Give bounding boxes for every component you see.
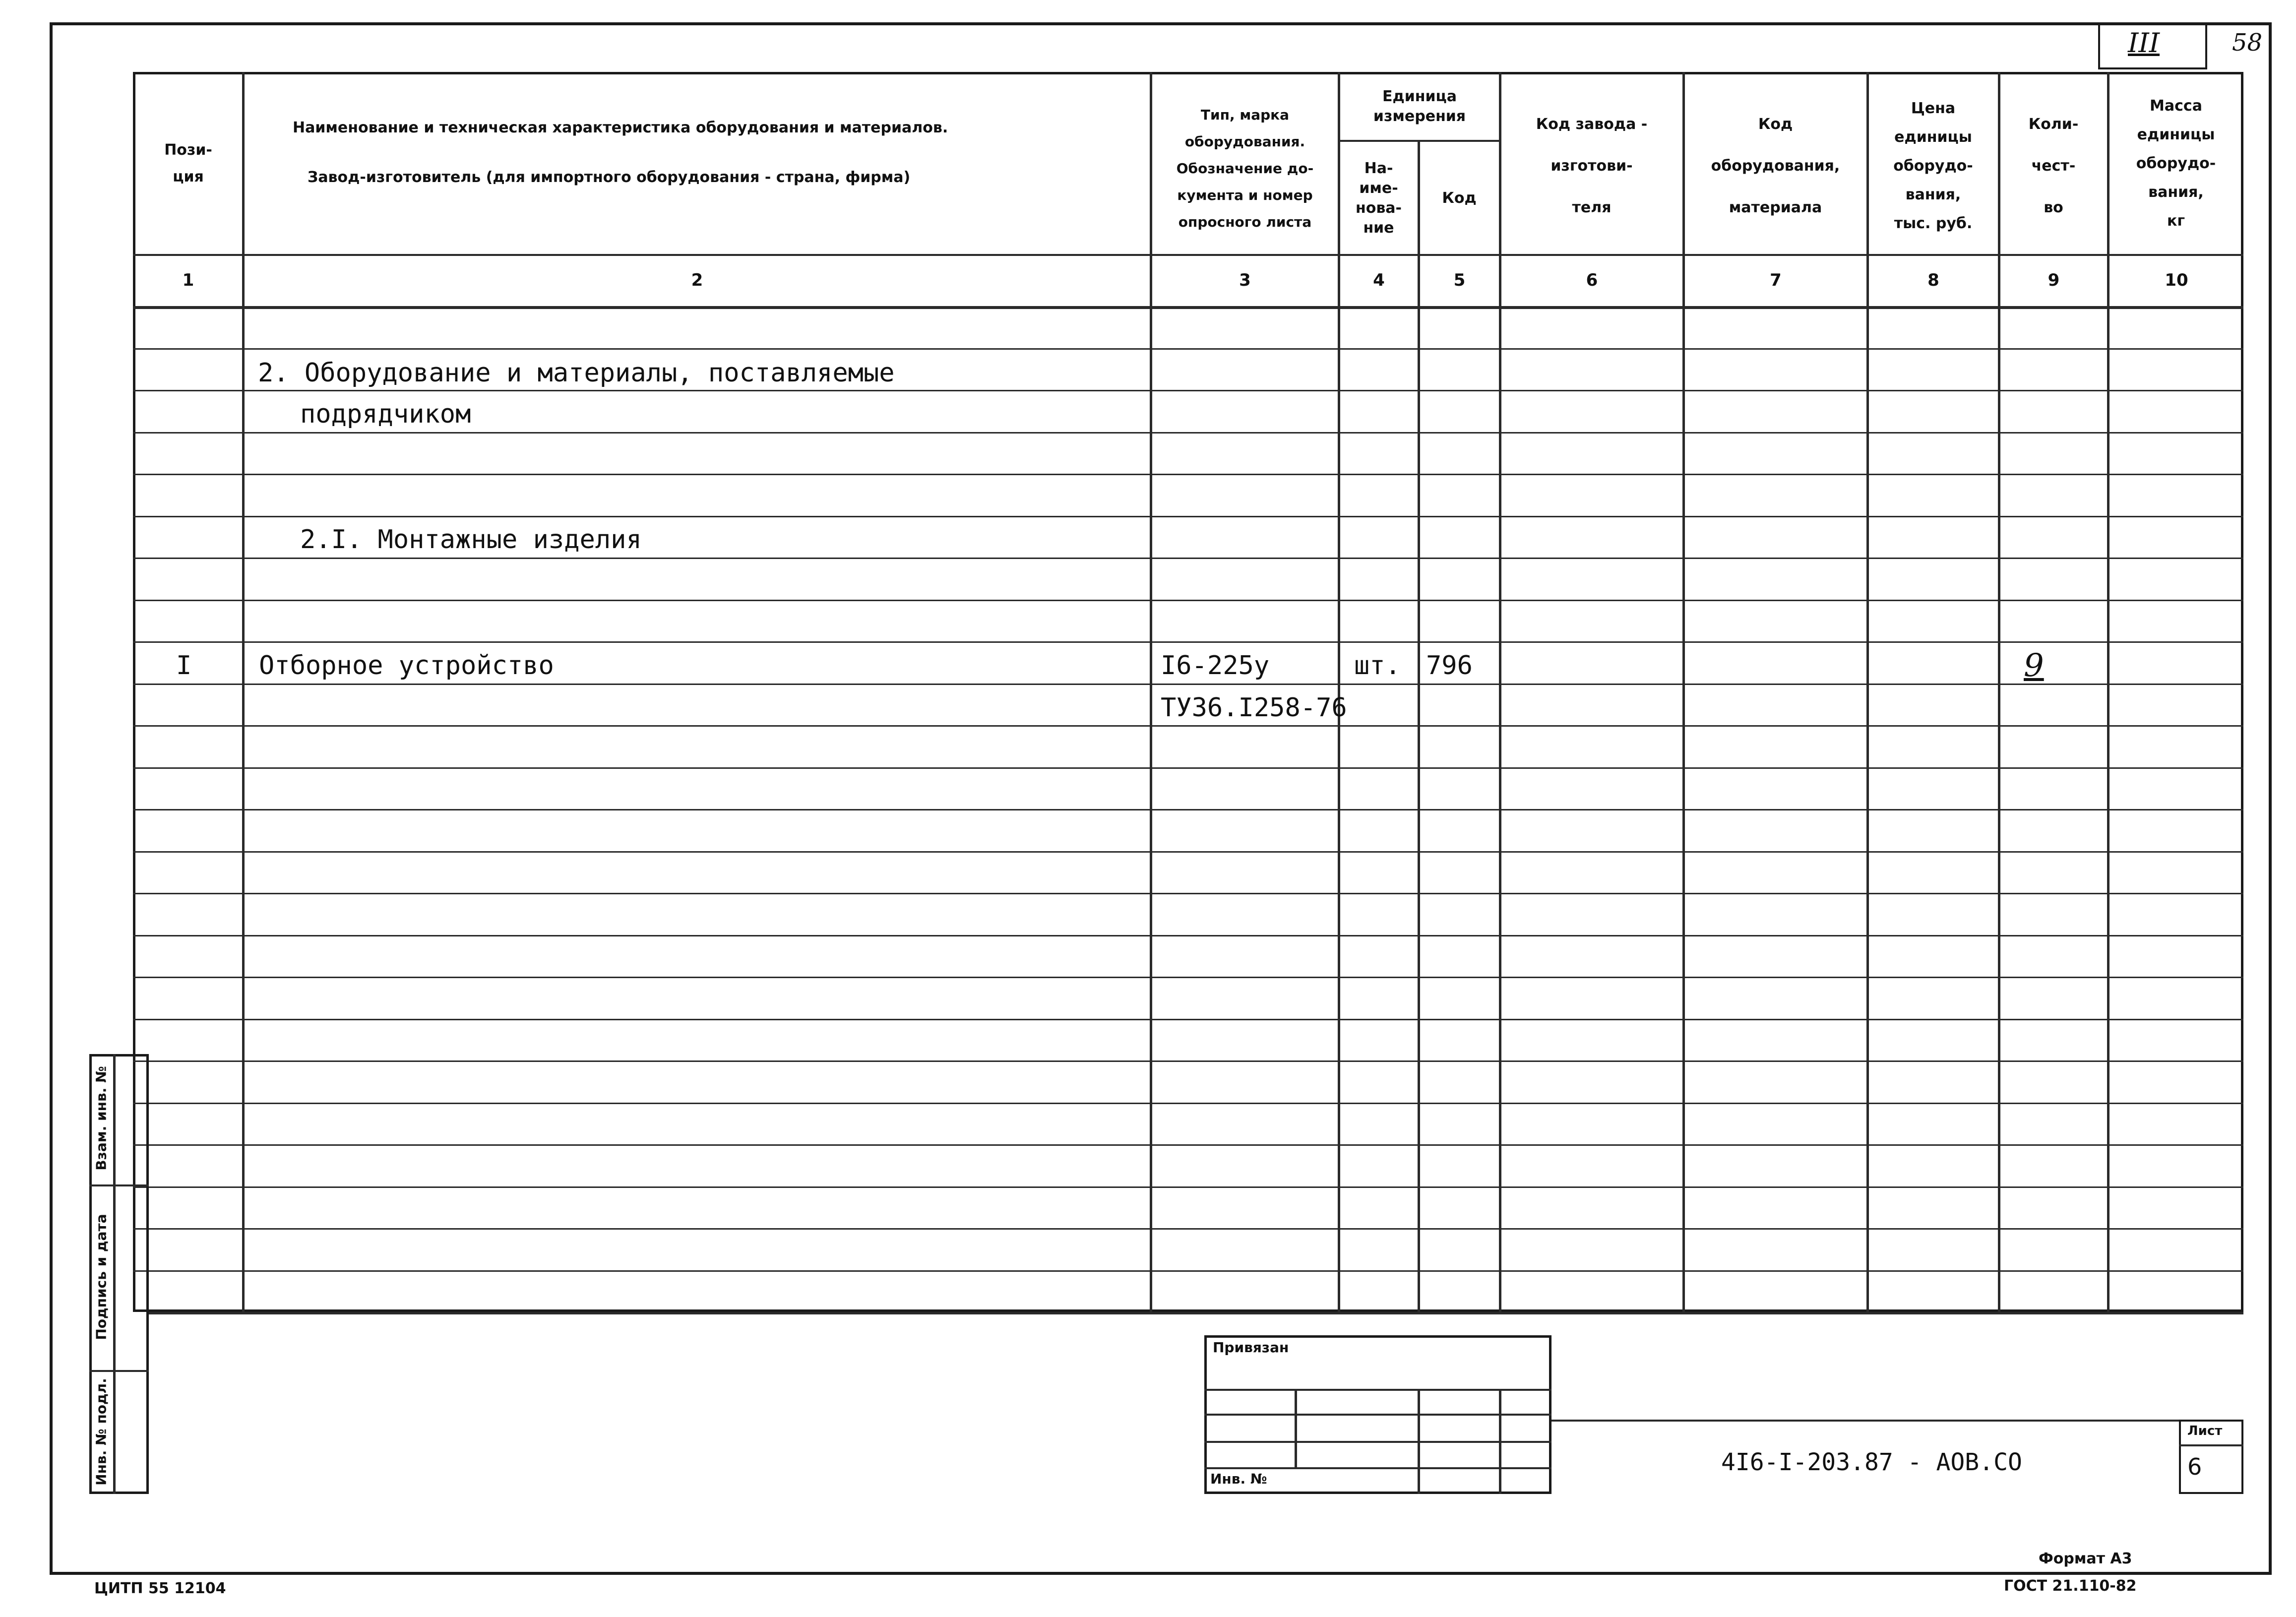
table-row-line [133, 767, 2243, 769]
sheet-label: Лист [2187, 1424, 2223, 1438]
item-type-line2: ТУ36.I258-76 [1161, 693, 1347, 723]
table-row-line [133, 1270, 2243, 1272]
table-row-line [133, 851, 2243, 853]
header-manufacturer-code: Код завода - изготови- теля [1536, 116, 1648, 216]
table-row-line [133, 390, 2243, 391]
page-number: 58 [2232, 29, 2263, 57]
side-stamp-signature: Подпись и дата [93, 1214, 110, 1340]
item-unit-name: шт. [1354, 651, 1401, 681]
table-row-line [133, 809, 2243, 810]
privyazan-label: Привязан [1213, 1339, 1289, 1356]
col-line-1 [242, 72, 245, 1312]
item-unit-code: 796 [1426, 651, 1473, 681]
document-code: 4I6-I-203.87 - АОВ.СО [1721, 1448, 2022, 1476]
header-equipment-code: Код оборудования, материала [1711, 116, 1840, 216]
footer-left: ЦИТП 55 12104 [94, 1580, 226, 1597]
footer-gost: ГОСТ 21.110-82 [2004, 1577, 2137, 1595]
table-row-line [133, 558, 2243, 559]
table-row-line [133, 725, 2243, 727]
header-quantity: Коли- чест- во [2028, 116, 2079, 216]
col-line-5 [1499, 72, 1501, 1312]
corner-roman: III [2128, 27, 2160, 59]
col-num-1: 1 [182, 270, 194, 290]
col-num-5: 5 [1453, 270, 1466, 290]
header-name-line2: Завод-изготовитель (для импортного оборудования - страна, фирма) [308, 169, 911, 186]
side-stamp-original: Инв. № подл. [93, 1378, 110, 1486]
col-num-3: 3 [1239, 270, 1251, 290]
table-row-line [133, 1228, 2243, 1230]
header-bottom-line [133, 254, 2243, 256]
side-stamp-divider [113, 1054, 116, 1494]
table-row-line [133, 1186, 2243, 1188]
inv-no-label: Инв. № [1210, 1471, 1267, 1487]
table-row-line [133, 641, 2243, 643]
section-title-line1: 2. Оборудование и материалы, поставляемые [258, 358, 895, 388]
header-unit-group: Единица измерения [1373, 88, 1466, 125]
col-num-9: 9 [2048, 270, 2060, 290]
col-num-7: 7 [1770, 270, 1782, 290]
table-row-line [133, 516, 2243, 517]
header-unit-code: Код [1442, 189, 1477, 207]
title-block-top [149, 1312, 2243, 1314]
sheet-box-divider [2179, 1444, 2243, 1446]
col-num-4: 4 [1373, 270, 1385, 290]
table-row-line [133, 600, 2243, 601]
table-row-line [133, 1103, 2243, 1104]
table-row-line [133, 348, 2243, 350]
item-position: I [176, 651, 192, 681]
table-row-line [133, 1019, 2243, 1020]
table-row-line [133, 474, 2243, 475]
header-unit-name: На- име- нова- ние [1355, 160, 1402, 237]
footer-format: Формат А3 [2039, 1550, 2132, 1567]
col-line-9 [2107, 72, 2110, 1312]
table-row-line [133, 1060, 2243, 1062]
privyazan-vline-1 [1295, 1389, 1297, 1468]
header-mass: Масса единицы оборудо- вания, кг [2136, 97, 2216, 230]
item-type-line1: I6-225у [1161, 651, 1270, 681]
col-num-10: 10 [2165, 270, 2188, 290]
col-line-6 [1682, 72, 1685, 1312]
stamp-top-line [1551, 1420, 2243, 1422]
col-num-2: 2 [691, 270, 703, 290]
side-stamp-replace: Взам. инв. № [93, 1066, 110, 1171]
spec-table-frame [133, 72, 2243, 1312]
table-row-line [133, 935, 2243, 936]
item-name: Отборное устройство [259, 651, 554, 681]
privyazan-vline-2 [1418, 1389, 1420, 1494]
side-stamp-line-1 [89, 1184, 149, 1186]
privyazan-vline-3 [1499, 1389, 1501, 1494]
col-line-7 [1866, 72, 1869, 1312]
section-title-line2: подрядчиком [300, 399, 471, 429]
header-unit-price: Цена единицы оборудо- вания, тыс. руб. [1893, 100, 1973, 232]
number-row-bottom-line [133, 306, 2243, 309]
table-row-line [133, 893, 2243, 894]
col-line-2 [1150, 72, 1152, 1312]
table-row-line [133, 1144, 2243, 1146]
col-num-8: 8 [1927, 270, 1939, 290]
col-line-3 [1338, 72, 1340, 1312]
sheet-number: 6 [2187, 1453, 2202, 1480]
subsection-title: 2.I. Монтажные изделия [300, 525, 642, 555]
table-row-line [133, 684, 2243, 685]
header-name-line1: Наименование и техническая характеристика оборудования и материалов. [293, 119, 948, 136]
item-quantity: 9 [2024, 647, 2044, 684]
table-row-line [133, 432, 2243, 434]
header-position: Пози- ция [164, 141, 212, 186]
col-num-6: 6 [1586, 270, 1598, 290]
col-line-8 [1998, 72, 2000, 1312]
table-row-line [133, 977, 2243, 978]
header-type: Тип, марка оборудования. Обозначение до- кумента и номер опросного листа [1176, 107, 1314, 230]
